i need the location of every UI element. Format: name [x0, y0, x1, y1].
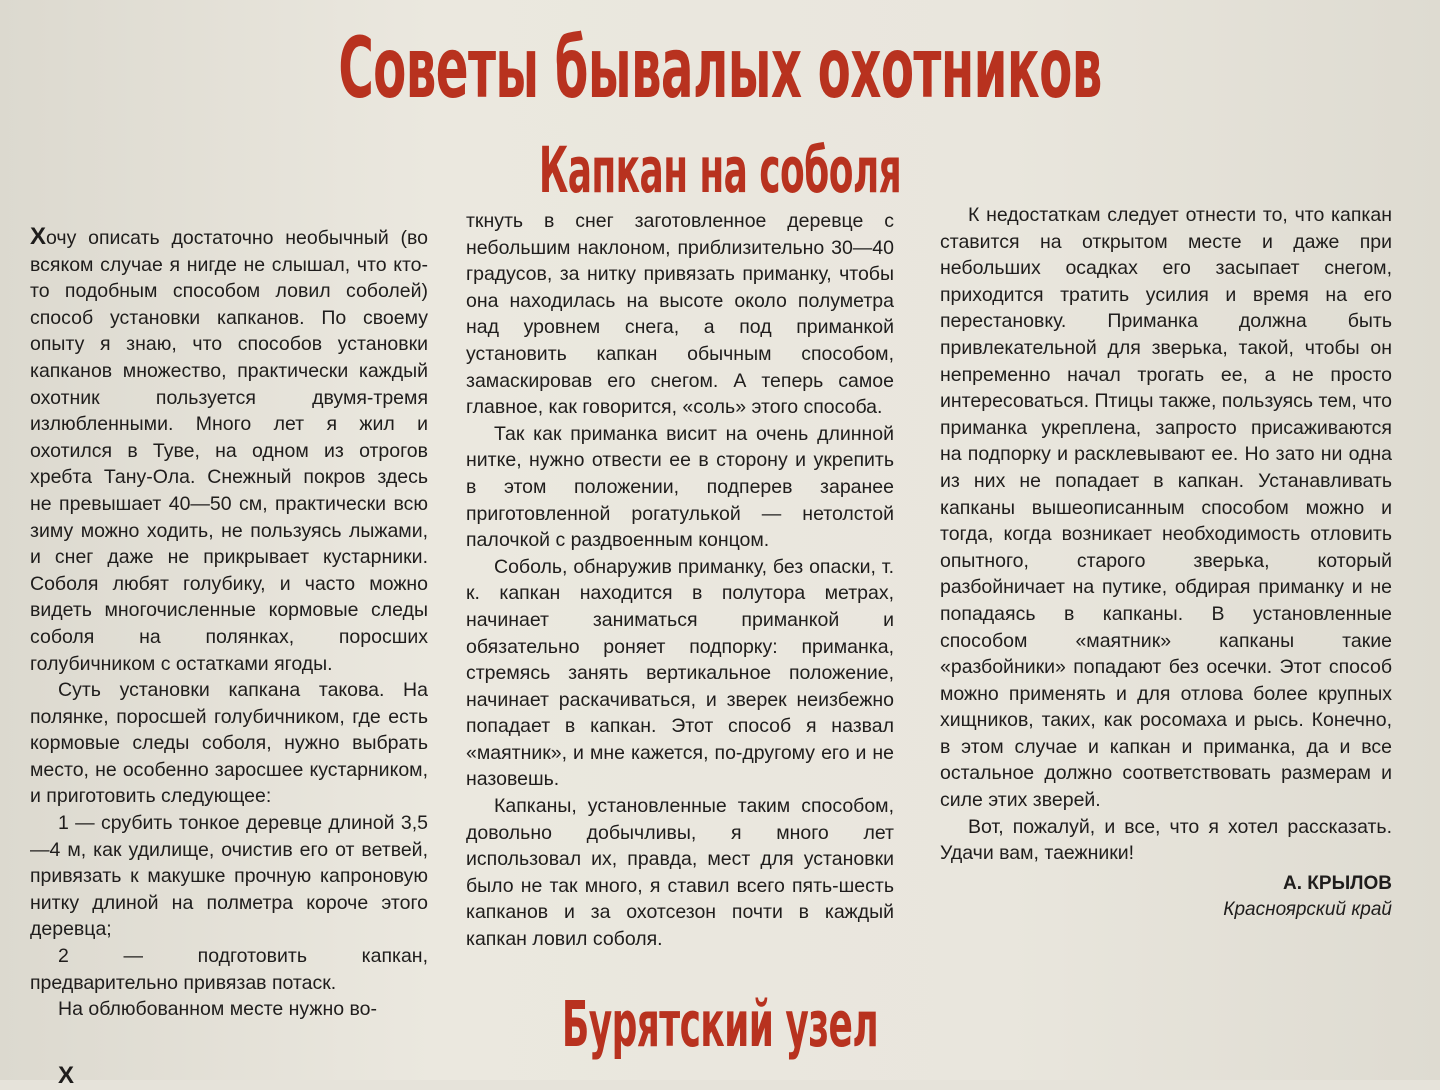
- paragraph: 1 — срубить тонкое деревце длиной 3,5—4 м, как удилище, очистив его от ветвей, привязать к макушке прочную капроновую нитку длиной на полметра короче этого деревца;: [30, 812, 428, 941]
- drop-cap: Х: [30, 223, 47, 250]
- text-column-2: [466, 208, 894, 953]
- paragraph: На облюбованном месте нужно во-: [58, 998, 377, 1021]
- paragraph: Так как приманка висит на очень длинной нитке, нужно отвести ее в сторону и укрепить в этом положении, подперев заранее приготовленной рогатулькой — нетолстой палочкой с раздвоенным концом.: [466, 422, 894, 552]
- paragraph: Капканы, установленные таким способом, довольно добычливы, я много лет использовал их, правда, мест для установки было не так много, я ставил всего пять-шесть капканов и за охотсезон почти в каждый капкан ловил соболя.: [466, 795, 894, 951]
- paragraph: ткнуть в снег заготовленное деревце с небольшим наклоном, приблизительно 30—40 градусов, за нитку привязать приманку, чтобы она находилась на высоте около полуметра над уровнем снега, а под приманкой установить капкан обычным способом, замаскировав его снегом. А теперь самое главное, как говорится, «соль» этого способа.: [466, 210, 894, 419]
- paragraph: Суть установки капкана такова. На полянке, поросшей голубичником, где есть кормовые следы соболя, нужно выбрать место, не особенно заросшее кустарником, и приготовить следующее:: [30, 679, 428, 808]
- text-column-3: [940, 202, 1392, 924]
- text-column-1: [30, 224, 428, 1023]
- paragraph: 2 — подготовить капкан, предварительно привязав потаск.: [30, 945, 428, 994]
- paragraph: [30, 224, 428, 677]
- paragraph: Вот, пожалуй, и все, что я хотел рассказать. Удачи вам, таежники!: [940, 815, 1392, 865]
- paragraph: Соболь, обнаружив приманку, без опаски, т. к. капкан находится в полутора метрах, начинает заниматься приманкой и обязательно роняет подпорку: приманка, стремясь занять вертикальное положение, начинает раскачиваться, и зверек неизбежно попадает в капкан. Этот способ я назвал «маятник», и мне кажется, по-другому его и не назовешь.: [466, 555, 894, 791]
- paragraph: К недостаткам следует отнести то, что капкан ставится на открытом месте и даже при небольших осадках его засыпает снегом, приходится тратить усилия и время на его перестановку. Приманка должна быть привлекательной для зверька, такой, чтобы он непременно начал трогать ее, а не просто интересоваться. Птицы также, пользуясь тем, что приманка укреплена, запросто присаживаются на подпорку и расклевывают ее. Но зато ни одна из них не попадает в капкан. Устанавливать капканы вышеописанным способом можно и тогда, когда возникает необходимость отловить опытного, старого зверька, который разбойничает на путике, обдирая приманку и не попадаясь в капканы. В установленные способом «маятник» капканы такие «разбойники» попадают без осечки. Этот способ можно применять и для отлова более крупных хищников, таких, как росомаха и рысь. Конечно, в этом случае и капкан и приманка, да и все остальное должно соответствовать размерам и силе этих зверей.: [940, 204, 1392, 812]
- paragraph-text: очу описать достаточно необычный (во всяком случае я нигде не слышал, что кто-то подобным способом ловил соболей) способ установки капканов. По своему опыту я знаю, что способов установки капканов множество, практически каждый охотник пользуется двумя-тремя излюбленными. Много лет я жил и охотился в Туве, на одном из отрогов хребта Тану-Ола. Снежный покров здесь не превышает 40—50 см, практически всю зиму можно ходить, не пользуясь лыжами, и снег даже не прикрывает кустарники. Соболя любят голубику, и часто можно видеть многочисленные кормовые следы соболя на полянках, поросших голубичником с остатками ягоды.: [30, 227, 428, 675]
- next-article-start: Х: [58, 1062, 75, 1089]
- main-title: Советы бывалых охотников: [338, 20, 1102, 118]
- author-region: Красноярский край: [1223, 899, 1392, 921]
- next-article-title: Бурятский узел: [561, 988, 879, 1062]
- article-title: Капкан на соболя: [538, 134, 902, 208]
- author-name: А. КРЫЛОВ: [1283, 872, 1392, 894]
